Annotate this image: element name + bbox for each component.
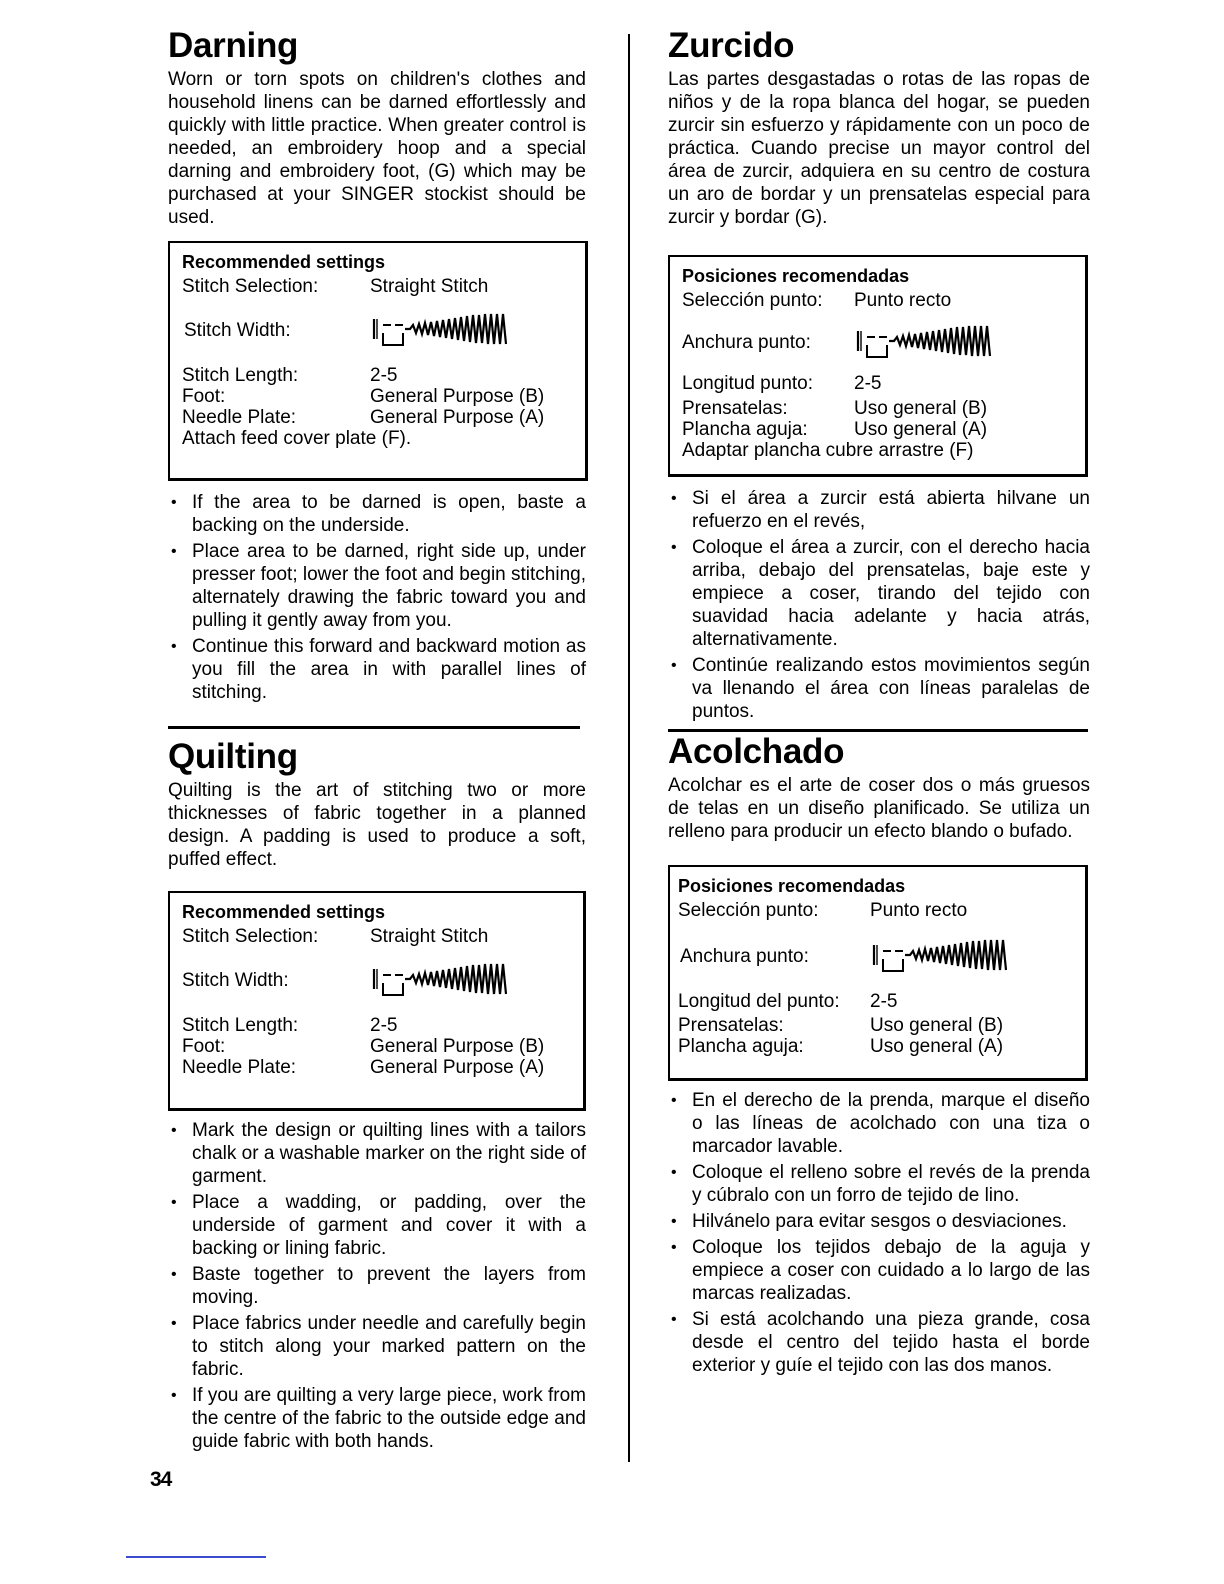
stitch-selection-label: Stitch Selection:	[182, 276, 319, 297]
stitch-length-label: Longitud del punto:	[678, 991, 840, 1012]
list-item: • Place area to be darned, right side up, under presser foot; lower the foot and begin stitching, alternately drawing the fabric toward you and pulling it gently away from you.	[168, 540, 586, 632]
acolchado-title: Acolchado	[668, 732, 845, 771]
acolchado-settings-box	[668, 865, 1088, 1081]
zurcido-intro: Las partes desgastadas o rotas de las ropas de niños y de la ropa blanca del hogar, se pueden zurcir sin esfuerzo y rápidamente con un poco de práctica. Cuando precise un mayor control del área de zurcir, adquiera en su centro de costura un aro de bordar y un prensatelas especial para zurcir y bordar (G).	[668, 69, 1090, 228]
foot-row	[682, 398, 1073, 419]
needle-plate-value: Uso general (A)	[854, 419, 988, 440]
quilting-title: Quilting	[168, 737, 298, 776]
darning-section	[168, 26, 586, 704]
acolchado-bullets	[668, 1089, 1090, 1377]
stitch-length-value: 2-5	[854, 373, 882, 394]
stitch-length-row	[182, 1015, 571, 1036]
stitch-selection-label: Stitch Selection:	[182, 926, 319, 947]
settings-title: Recommended settings	[182, 902, 386, 922]
stitch-length-row	[182, 365, 573, 386]
list-item: • Si está acolchando una pieza grande, cosa desde el centro del tejido hasta el borde exterior y guíe el tejido con las dos manos.	[668, 1308, 1090, 1377]
foot-value: Uso general (B)	[854, 398, 988, 419]
darning-title: Darning	[168, 26, 299, 65]
zurcido-title: Zurcido	[668, 26, 795, 65]
settings-title: Posiciones recomendadas	[678, 876, 906, 896]
needle-plate-label: Plancha aguja:	[678, 1036, 804, 1057]
list-item: • Mark the design or quilting lines with a tailors chalk or a washable marker on the right side of garment.	[168, 1119, 586, 1188]
english-column	[168, 24, 586, 1456]
list-item: • Hilvánelo para evitar sesgos o desviaciones.	[668, 1210, 1090, 1233]
stitch-length-value: 2-5	[370, 365, 398, 386]
quilting-settings-box	[168, 891, 586, 1111]
stitch-width-icon	[370, 313, 573, 347]
stitch-selection-label: Selección punto:	[682, 290, 823, 311]
stitch-length-label: Longitud punto:	[682, 373, 814, 394]
settings-note: Adaptar plancha cubre arrastre (F)	[682, 440, 974, 461]
needle-plate-value: Uso general (A)	[870, 1036, 1004, 1057]
acolchado-intro: Acolchar es el arte de coser dos o más gruesos de telas en un diseño planificado. Se utiliza un relleno para producir un efecto blando o bufado.	[668, 775, 1090, 842]
zurcido-settings-box	[668, 255, 1088, 477]
stitch-length-label: Stitch Length:	[182, 365, 299, 386]
stitch-selection-value: Straight Stitch	[370, 276, 489, 297]
acolchado-section	[668, 732, 1090, 1377]
needle-plate-value: General Purpose (A)	[370, 407, 545, 428]
foot-label: Prensatelas:	[682, 398, 788, 419]
column-divider	[628, 34, 630, 1462]
stitch-selection-row	[182, 926, 571, 947]
stitch-selection-label: Selección punto:	[678, 900, 819, 921]
stitch-length-label: Stitch Length:	[182, 1015, 299, 1036]
stitch-width-icon	[854, 325, 1073, 359]
foot-value: General Purpose (B)	[370, 1036, 545, 1057]
stitch-selection-value: Punto recto	[870, 900, 968, 921]
foot-label: Foot:	[182, 386, 226, 407]
stitch-length-row	[678, 991, 1073, 1012]
spanish-column	[668, 24, 1090, 1380]
foot-value: Uso general (B)	[870, 1015, 1004, 1036]
list-item: • Place a wadding, or padding, over the underside of garment and cover it with a backing or lining fabric.	[168, 1191, 586, 1260]
page-number: 34	[150, 1468, 172, 1491]
darning-bullets	[168, 491, 586, 704]
stitch-width-label: Anchura punto:	[682, 331, 811, 353]
foot-value: General Purpose (B)	[370, 386, 545, 407]
foot-label: Foot:	[182, 1036, 226, 1057]
list-item: • If the area to be darned is open, baste a backing on the underside.	[168, 491, 586, 537]
settings-note: Attach feed cover plate (F).	[182, 428, 412, 449]
stitch-width-row	[182, 303, 573, 357]
list-item: • Place fabrics under needle and carefully begin to stitch along your marked pattern on the fabric.	[168, 1312, 586, 1381]
list-item: • Coloque el relleno sobre el revés de la prenda y cúbralo con un forro de tejido de lino.	[668, 1161, 1090, 1207]
foot-label: Prensatelas:	[678, 1015, 784, 1036]
quilting-bullets	[168, 1119, 586, 1453]
stitch-length-value: 2-5	[370, 1015, 398, 1036]
stitch-width-row	[682, 315, 1073, 369]
stitch-selection-value: Punto recto	[854, 290, 952, 311]
stitch-width-icon	[370, 963, 571, 997]
stitch-length-value: 2-5	[870, 991, 898, 1012]
needle-plate-row	[682, 419, 1073, 440]
list-item: • Baste together to prevent the layers from moving.	[168, 1263, 586, 1309]
stitch-width-row	[182, 953, 571, 1007]
list-item: • En el derecho de la prenda, marque el diseño o las líneas de acolchado con una tiza o marcador lavable.	[668, 1089, 1090, 1158]
stitch-selection-row	[182, 276, 573, 297]
zurcido-section	[668, 26, 1090, 723]
foot-row	[182, 1036, 571, 1057]
list-item: • Si el área a zurcir está abierta hilvane un refuerzo en el revés,	[668, 487, 1090, 533]
list-item: • Continue this forward and backward motion as you fill the area in with parallel lines of stitching.	[168, 635, 586, 704]
list-item: • Coloque los tejidos debajo de la aguja y empiece a coser con cuidado a lo largo de las marcas realizadas.	[668, 1236, 1090, 1305]
stitch-selection-row	[682, 290, 1073, 311]
stitch-width-label: Stitch Width:	[182, 969, 289, 991]
needle-plate-value: General Purpose (A)	[370, 1057, 545, 1078]
section-divider	[168, 726, 580, 729]
needle-plate-row	[182, 1057, 571, 1078]
settings-title: Recommended settings	[182, 252, 386, 272]
needle-plate-label: Plancha aguja:	[682, 419, 808, 440]
zurcido-bullets	[668, 487, 1090, 723]
foot-row	[182, 386, 573, 407]
stitch-selection-row	[678, 900, 1073, 921]
list-item: • If you are quilting a very large piece, work from the centre of the fabric to the outside edge and guide fabric with both hands.	[168, 1384, 586, 1453]
quilting-intro: Quilting is the art of stitching two or more thicknesses of fabric together in a planned design. A padding is used to produce a soft, puffed effect.	[168, 780, 586, 870]
stitch-selection-value: Straight Stitch	[370, 926, 489, 947]
needle-plate-row	[182, 407, 573, 428]
foot-row	[678, 1015, 1073, 1036]
footer-line	[126, 1556, 266, 1558]
stitch-width-row	[678, 929, 1073, 983]
darning-settings-box	[168, 241, 588, 481]
needle-plate-label: Needle Plate:	[182, 1057, 297, 1078]
settings-title: Posiciones recomendadas	[682, 266, 910, 286]
stitch-length-row	[682, 373, 1073, 394]
stitch-width-label: Stitch Width:	[184, 319, 291, 341]
list-item: • Continúe realizando estos movimientos según va llenando el área con líneas paralelas de puntos.	[668, 654, 1090, 723]
list-item: • Coloque el área a zurcir, con el derecho hacia arriba, debajo del prensatelas, baje este y empiece a coser, tirando del tejido con suavidad hacia adelante y hacia atrás, alternativamente.	[668, 536, 1090, 651]
stitch-width-label: Anchura punto:	[680, 945, 809, 967]
quilting-section	[168, 737, 586, 1453]
darning-intro: Worn or torn spots on children's clothes and household linens can be darned effortlessly and quickly with little practice. When greater control is needed, an embroidery hoop and a special darning and embroidery foot, (G) which may be purchased at your SINGER stockist should be used.	[168, 69, 586, 228]
stitch-width-icon	[870, 939, 1073, 973]
needle-plate-label: Needle Plate:	[182, 407, 297, 428]
needle-plate-row	[678, 1036, 1073, 1057]
